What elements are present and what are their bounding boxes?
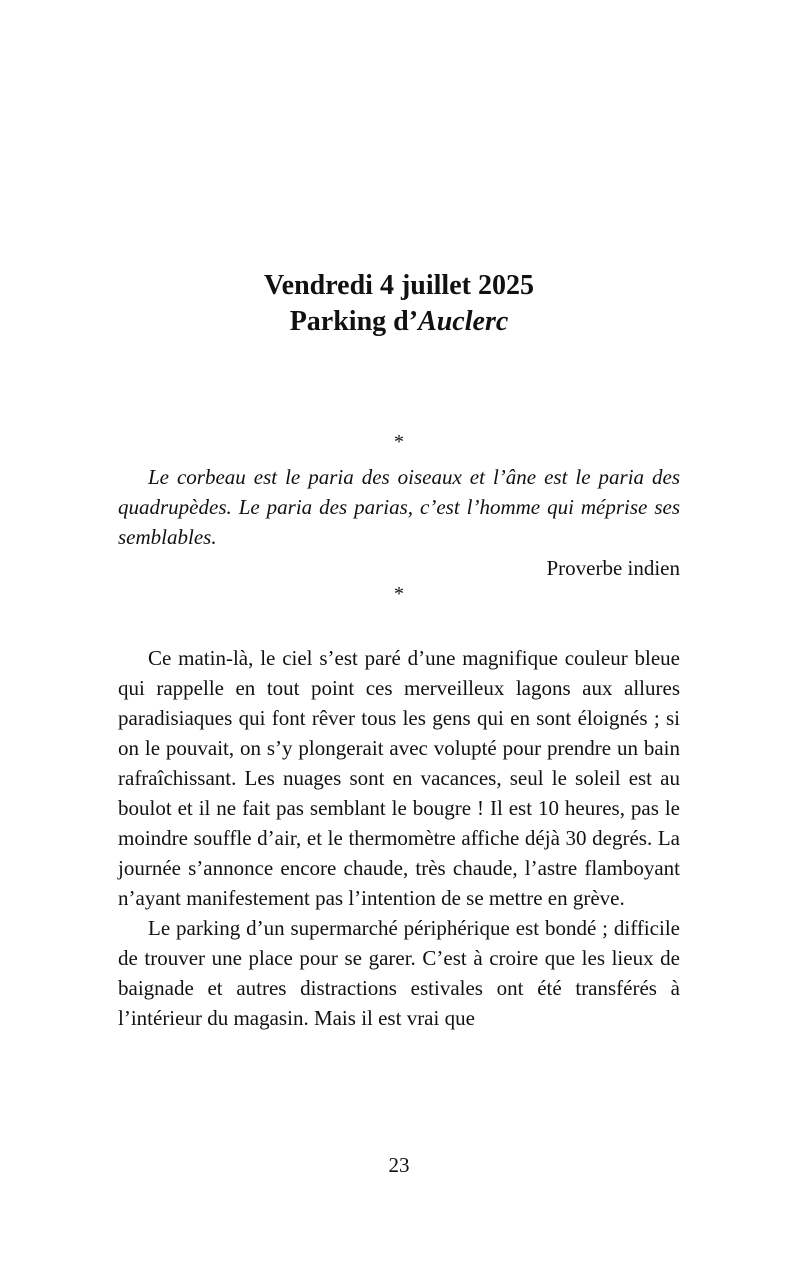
chapter-date: Vendredi 4 juillet 2025 [264,270,534,301]
chapter-place-prefix: Parking d’ [289,306,419,337]
chapter-heading [0,268,798,340]
separator-bottom: * [394,583,404,605]
body-text [118,643,680,1033]
separator-top: * [394,431,404,453]
epigraph-quote: Le corbeau est le paria des oiseaux et l’âne est le paria des quadrupèdes. Le paria des parias, c’est l’homme qui méprise ses semblables. [118,465,680,549]
paragraph: Le parking d’un supermarché périphérique est bondé ; difficile de trouver une place pour se garer. C’est à croire que les lieux de baignade et autres distractions estivales ont été transférés à l’intérieur du magasin. Mais il est vrai que [118,916,680,1030]
page-number: 23 [388,1153,410,1177]
epigraph-source: Proverbe indien [546,556,680,580]
paragraph: Ce matin-là, le ciel s’est paré d’une magnifique couleur bleue qui rappelle en tout point ces merveilleux lagons aux allures paradisiaques qui font rêver tous les gens qui en sont éloignés ; si on le pouvait, on s’y plongerait avec volupté pour prendre un bain rafraîchissant. Les nuages sont en vacances, seul le soleil est au boulot et il ne fait pas semblant le bougre ! Il est 10 heures, pas le moindre souffle d’air, et le thermomètre affiche déjà 30 degrés. La journée s’annonce encore chaude, très chaude, l’astre flamboyant n’ayant manifestement pas l’intention de se mettre en grève. [118,646,680,910]
chapter-place [0,304,798,340]
chapter-place-name: Auclerc [418,306,509,337]
